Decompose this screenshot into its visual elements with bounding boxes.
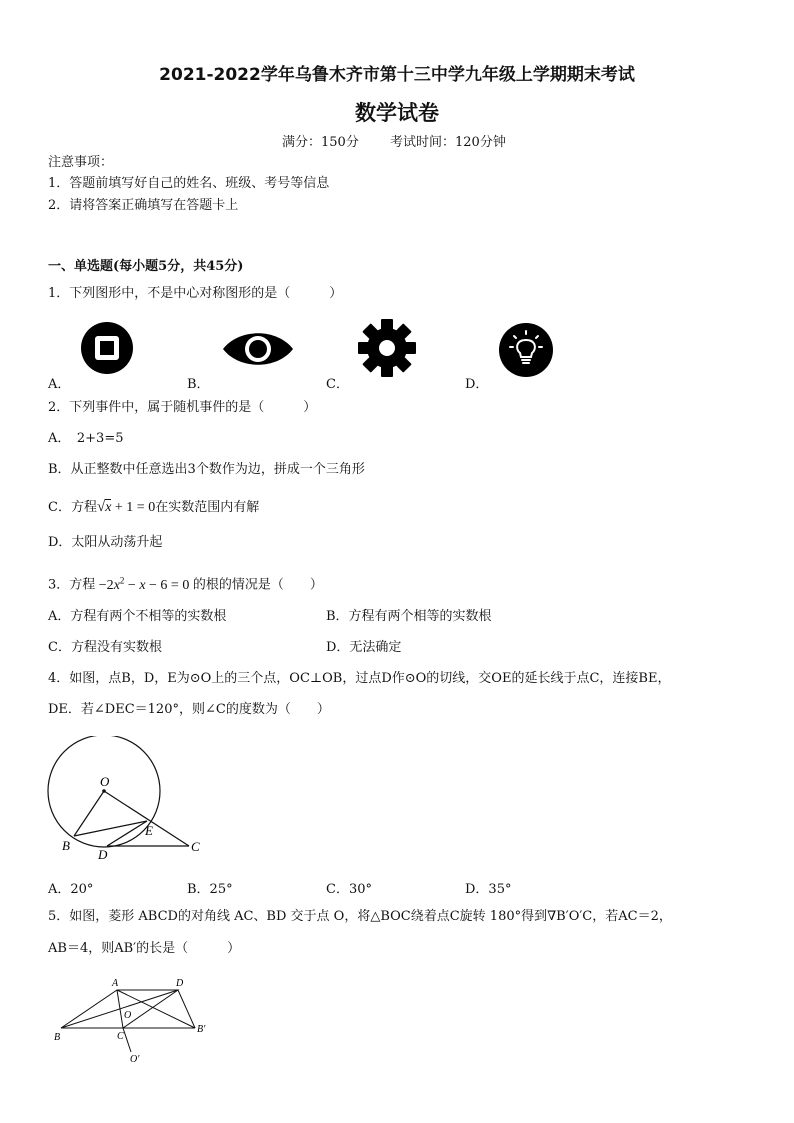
- exam-subtitle: 数学试卷: [355, 101, 439, 125]
- notice-item-1: 1．答题前填写好自己的姓名、班级、考号等信息: [48, 176, 330, 191]
- label-d: D: [176, 978, 184, 989]
- q2-option-b: B．从正整数中任意选出3个数作为边，拼成一个三角形: [48, 462, 365, 477]
- question-1-stem: 1．下列图形中，不是中心对称图形的是（ ）: [48, 286, 343, 301]
- q2-option-a: A． 2+3=5: [48, 431, 124, 446]
- label-b-prime: B′: [197, 1024, 206, 1035]
- label-e: E: [145, 823, 153, 838]
- question-5-line-2: AB＝4，则AB′的长是（ ）: [48, 941, 241, 956]
- question-5-line-1: 5．如图，菱形 ABCD的对角线 AC、BD 交于点 O，将△BOC绕着点C旋转 180°得到∇B′O′C，若AC＝2，: [48, 909, 672, 924]
- eye-icon: [221, 326, 295, 372]
- question-3-stem: [48, 572, 323, 594]
- q4-option-c: C．30°: [326, 882, 372, 897]
- lightbulb-icon: [498, 322, 554, 378]
- q3-option-a: A．方程有两个不相等的实数根: [48, 609, 227, 624]
- q5-rhombus-figure: [50, 972, 220, 1064]
- question-4-line-2: DE．若∠DEC＝120°，则∠C的度数为（ ）: [48, 702, 330, 717]
- q2-option-c: [48, 499, 259, 516]
- notice-item-2: 2．请将答案正确填写在答题卡上: [48, 198, 239, 213]
- section-heading: 一、单选题(每小题5分，共45分): [48, 259, 244, 274]
- label-o: O: [124, 1010, 132, 1021]
- question-4-line-1: 4．如图，点B，D，E为⊙O上的三个点，OC⊥OB，过点D作⊙O的切线，交OE的延长线于点C，连接BE，: [48, 671, 671, 686]
- question-2-stem: 2．下列事件中，属于随机事件的是（ ）: [48, 400, 317, 415]
- label-c: C: [191, 839, 200, 854]
- label-o-prime: O′: [130, 1054, 140, 1064]
- sqrt-equation: √x + 1 = 0: [96, 499, 156, 515]
- q1-option-d: D．: [465, 377, 489, 392]
- q3-stem-prefix: 3．方程: [48, 577, 96, 593]
- q4-option-b: B．25°: [187, 882, 233, 897]
- label-o: O: [100, 774, 110, 789]
- notice-heading: 注意事项：: [48, 155, 114, 170]
- q1-option-a: A．: [48, 377, 71, 392]
- q3-stem-suffix: 的根的情况是（ ）: [192, 577, 323, 593]
- q4-option-a: A．20°: [48, 882, 94, 897]
- label-b: B: [62, 838, 70, 853]
- label-c: C: [117, 1031, 124, 1042]
- q1-option-c: C．: [326, 377, 349, 392]
- quadratic-equation: $-2x^2 - x - 6 = 0$: [95, 575, 193, 593]
- q2-option-c-suffix: 在实数范围内有解: [155, 500, 260, 515]
- q3-option-c: C．方程没有实数根: [48, 640, 162, 655]
- q4-option-d: D．35°: [465, 882, 512, 897]
- q2-option-d: D．太阳从动荡升起: [48, 535, 163, 550]
- q2-option-c-prefix: C．方程: [48, 500, 97, 515]
- q3-option-b: B．方程有两个相等的实数根: [326, 609, 492, 624]
- stop-button-icon: [80, 321, 134, 375]
- gear-icon: [357, 318, 417, 378]
- q4-circle-figure: [44, 736, 214, 862]
- exam-time: 考试时间：120分钟: [390, 135, 506, 150]
- q1-option-b: B．: [187, 377, 210, 392]
- q3-option-d: D．无法确定: [326, 640, 402, 655]
- label-d: D: [98, 847, 108, 862]
- exam-title: 2021-2022学年乌鲁木齐市第十三中学九年级上学期期末考试: [159, 65, 635, 85]
- label-b: B: [54, 1032, 61, 1043]
- full-score: 满分：150分: [282, 135, 359, 150]
- label-a: A: [112, 978, 119, 989]
